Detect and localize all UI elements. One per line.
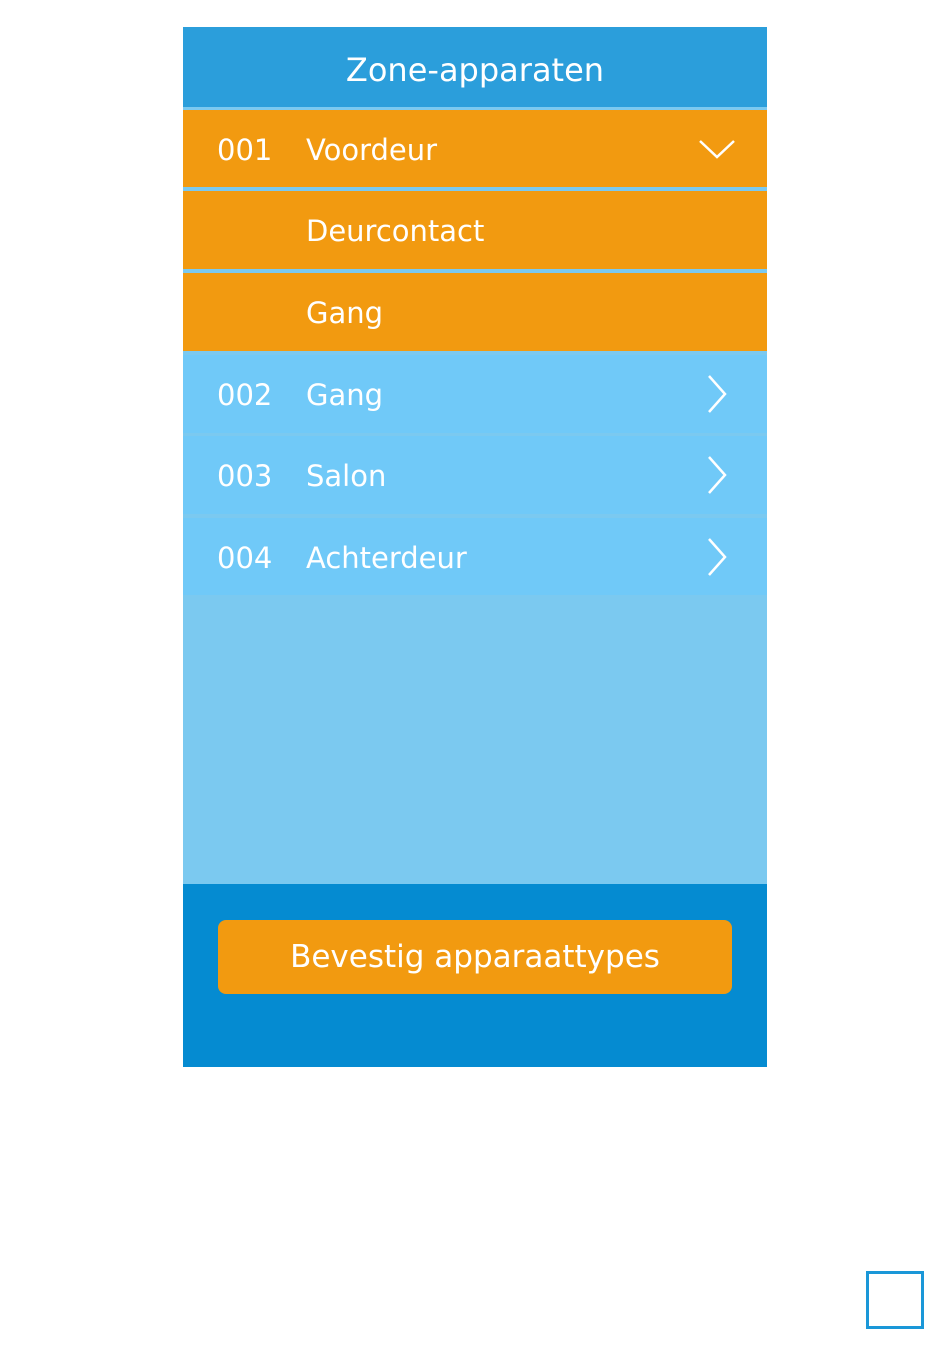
zone-row-voordeur[interactable] bbox=[183, 110, 767, 187]
chevron-right-icon bbox=[697, 374, 737, 414]
chevron-right-icon bbox=[697, 537, 737, 577]
device-row-gang[interactable] bbox=[183, 273, 767, 351]
zone-name: Salon bbox=[306, 459, 387, 493]
zone-row-achterdeur[interactable] bbox=[183, 518, 767, 595]
page-title: Zone-apparaten bbox=[183, 27, 767, 107]
zone-name: Voordeur bbox=[306, 133, 438, 167]
confirm-device-types-button[interactable]: Bevestig apparaattypes bbox=[218, 920, 732, 994]
zone-number: 001 bbox=[217, 133, 273, 167]
zone-number: 004 bbox=[217, 541, 273, 575]
zone-row-gang[interactable] bbox=[183, 355, 767, 433]
chevron-right-icon bbox=[697, 455, 737, 495]
zone-number: 002 bbox=[217, 378, 273, 412]
device-name: Gang bbox=[306, 296, 384, 330]
zone-name: Gang bbox=[306, 378, 384, 412]
footer-bar bbox=[183, 884, 767, 1067]
device-row-deurcontact[interactable] bbox=[183, 191, 767, 269]
device-name: Deurcontact bbox=[306, 214, 485, 248]
corner-square-button[interactable] bbox=[866, 1271, 924, 1329]
zone-row-salon[interactable] bbox=[183, 436, 767, 514]
chevron-down-icon bbox=[697, 129, 737, 169]
zone-devices-panel bbox=[183, 27, 767, 1067]
zone-name: Achterdeur bbox=[306, 541, 467, 575]
zone-number: 003 bbox=[217, 459, 273, 493]
